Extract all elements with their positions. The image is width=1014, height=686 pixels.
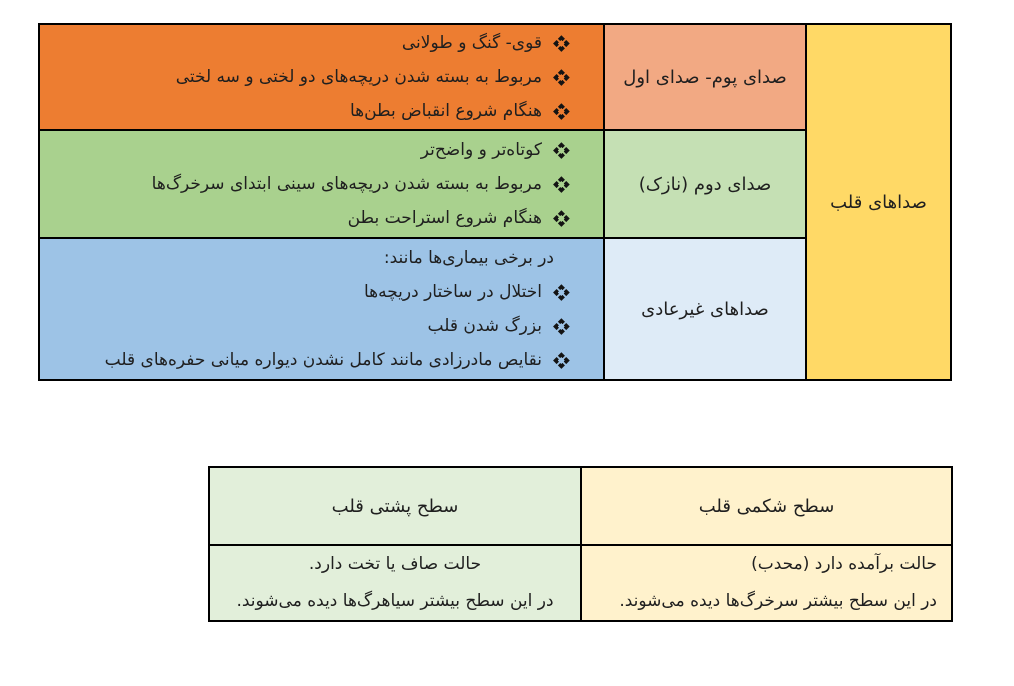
- bullet-list: [40, 241, 603, 377]
- list-item-text: اختلال در ساختار دریچه‌ها: [363, 282, 542, 302]
- heart-surfaces-table: [208, 466, 953, 622]
- diamond-bullet-icon: [554, 353, 569, 368]
- body-cell-ventral-surface: [581, 545, 952, 621]
- list-item: [74, 201, 569, 235]
- diamond-bullet-icon: [554, 104, 569, 119]
- header-cell-dorsal-surface: [209, 467, 581, 545]
- row-content-cell-abnormal-sounds: [39, 238, 604, 380]
- list-item: [74, 94, 569, 128]
- group-header-cell: [806, 24, 951, 380]
- diamond-bullet-icon: [554, 70, 569, 85]
- body-cell-dorsal-surface: [209, 545, 581, 621]
- header-cell-ventral-surface: [581, 467, 952, 545]
- list-item-text: مربوط به بسته شدن دریچه‌های دو لختی و سه لختی: [175, 67, 542, 87]
- row-content-cell-first-sound: [39, 24, 604, 130]
- list-item: [74, 26, 569, 60]
- dorsal-line: در این سطح بیشتر سیاهرگ‌ها دیده می‌شوند.: [236, 591, 554, 611]
- list-item-text: بزرگ شدن قلب: [427, 316, 542, 336]
- list-item-text: کوتاه‌تر و واضح‌تر: [420, 140, 542, 160]
- list-item: [74, 167, 569, 201]
- list-item-text: هنگام شروع استراحت بطن: [347, 208, 542, 228]
- ventral-line: در این سطح بیشتر سرخرگ‌ها دیده می‌شوند.: [619, 591, 937, 611]
- list-item: [74, 343, 569, 377]
- heart-sounds-table: [38, 23, 952, 381]
- bullet-list: [40, 133, 603, 235]
- list-item-text: مربوط به بسته شدن دریچه‌های سینی ابتدای سرخرگ‌ها: [151, 174, 542, 194]
- bullet-list: [40, 26, 603, 128]
- list-intro-text: در برخی بیماری‌ها مانند:: [383, 248, 554, 268]
- diamond-bullet-icon: [554, 177, 569, 192]
- group-header-label: صداهای قلب: [830, 191, 927, 213]
- list-item: [74, 133, 569, 167]
- diamond-bullet-icon: [554, 36, 569, 51]
- row-label-cell-abnormal-sounds: [604, 238, 806, 380]
- diamond-bullet-icon: [554, 285, 569, 300]
- heart-surfaces-table-container: [208, 466, 953, 622]
- diamond-bullet-icon: [554, 143, 569, 158]
- header-ventral-surface: سطح شکمی قلب: [698, 495, 835, 517]
- list-item-text: قوی- گنگ و طولانی: [401, 33, 542, 53]
- list-item-text: نقایص مادرزادی مانند کامل نشدن دیواره میانی حفره‌های قلب: [104, 350, 542, 370]
- header-dorsal-surface: سطح پشتی قلب: [331, 495, 459, 517]
- dorsal-line: حالت صاف یا تخت دارد.: [308, 554, 482, 574]
- list-item: [74, 60, 569, 94]
- diamond-bullet-icon: [554, 319, 569, 334]
- row-label-cell-second-sound: [604, 130, 806, 238]
- list-item-text: هنگام شروع انقباض بطن‌ها: [349, 101, 542, 121]
- list-item: [74, 309, 569, 343]
- row-label-second-sound: صدای دوم (نازک): [638, 173, 772, 195]
- row-label-first-sound: صدای پوم- صدای اول: [623, 66, 787, 88]
- list-item: [74, 275, 569, 309]
- row-content-cell-second-sound: [39, 130, 604, 238]
- row-label-abnormal-sounds: صداهای غیرعادی: [641, 298, 769, 320]
- ventral-line: حالت برآمده دارد (محدب): [751, 554, 937, 574]
- diamond-bullet-icon: [554, 211, 569, 226]
- row-label-cell-first-sound: [604, 24, 806, 130]
- heart-sounds-table-container: [38, 23, 952, 381]
